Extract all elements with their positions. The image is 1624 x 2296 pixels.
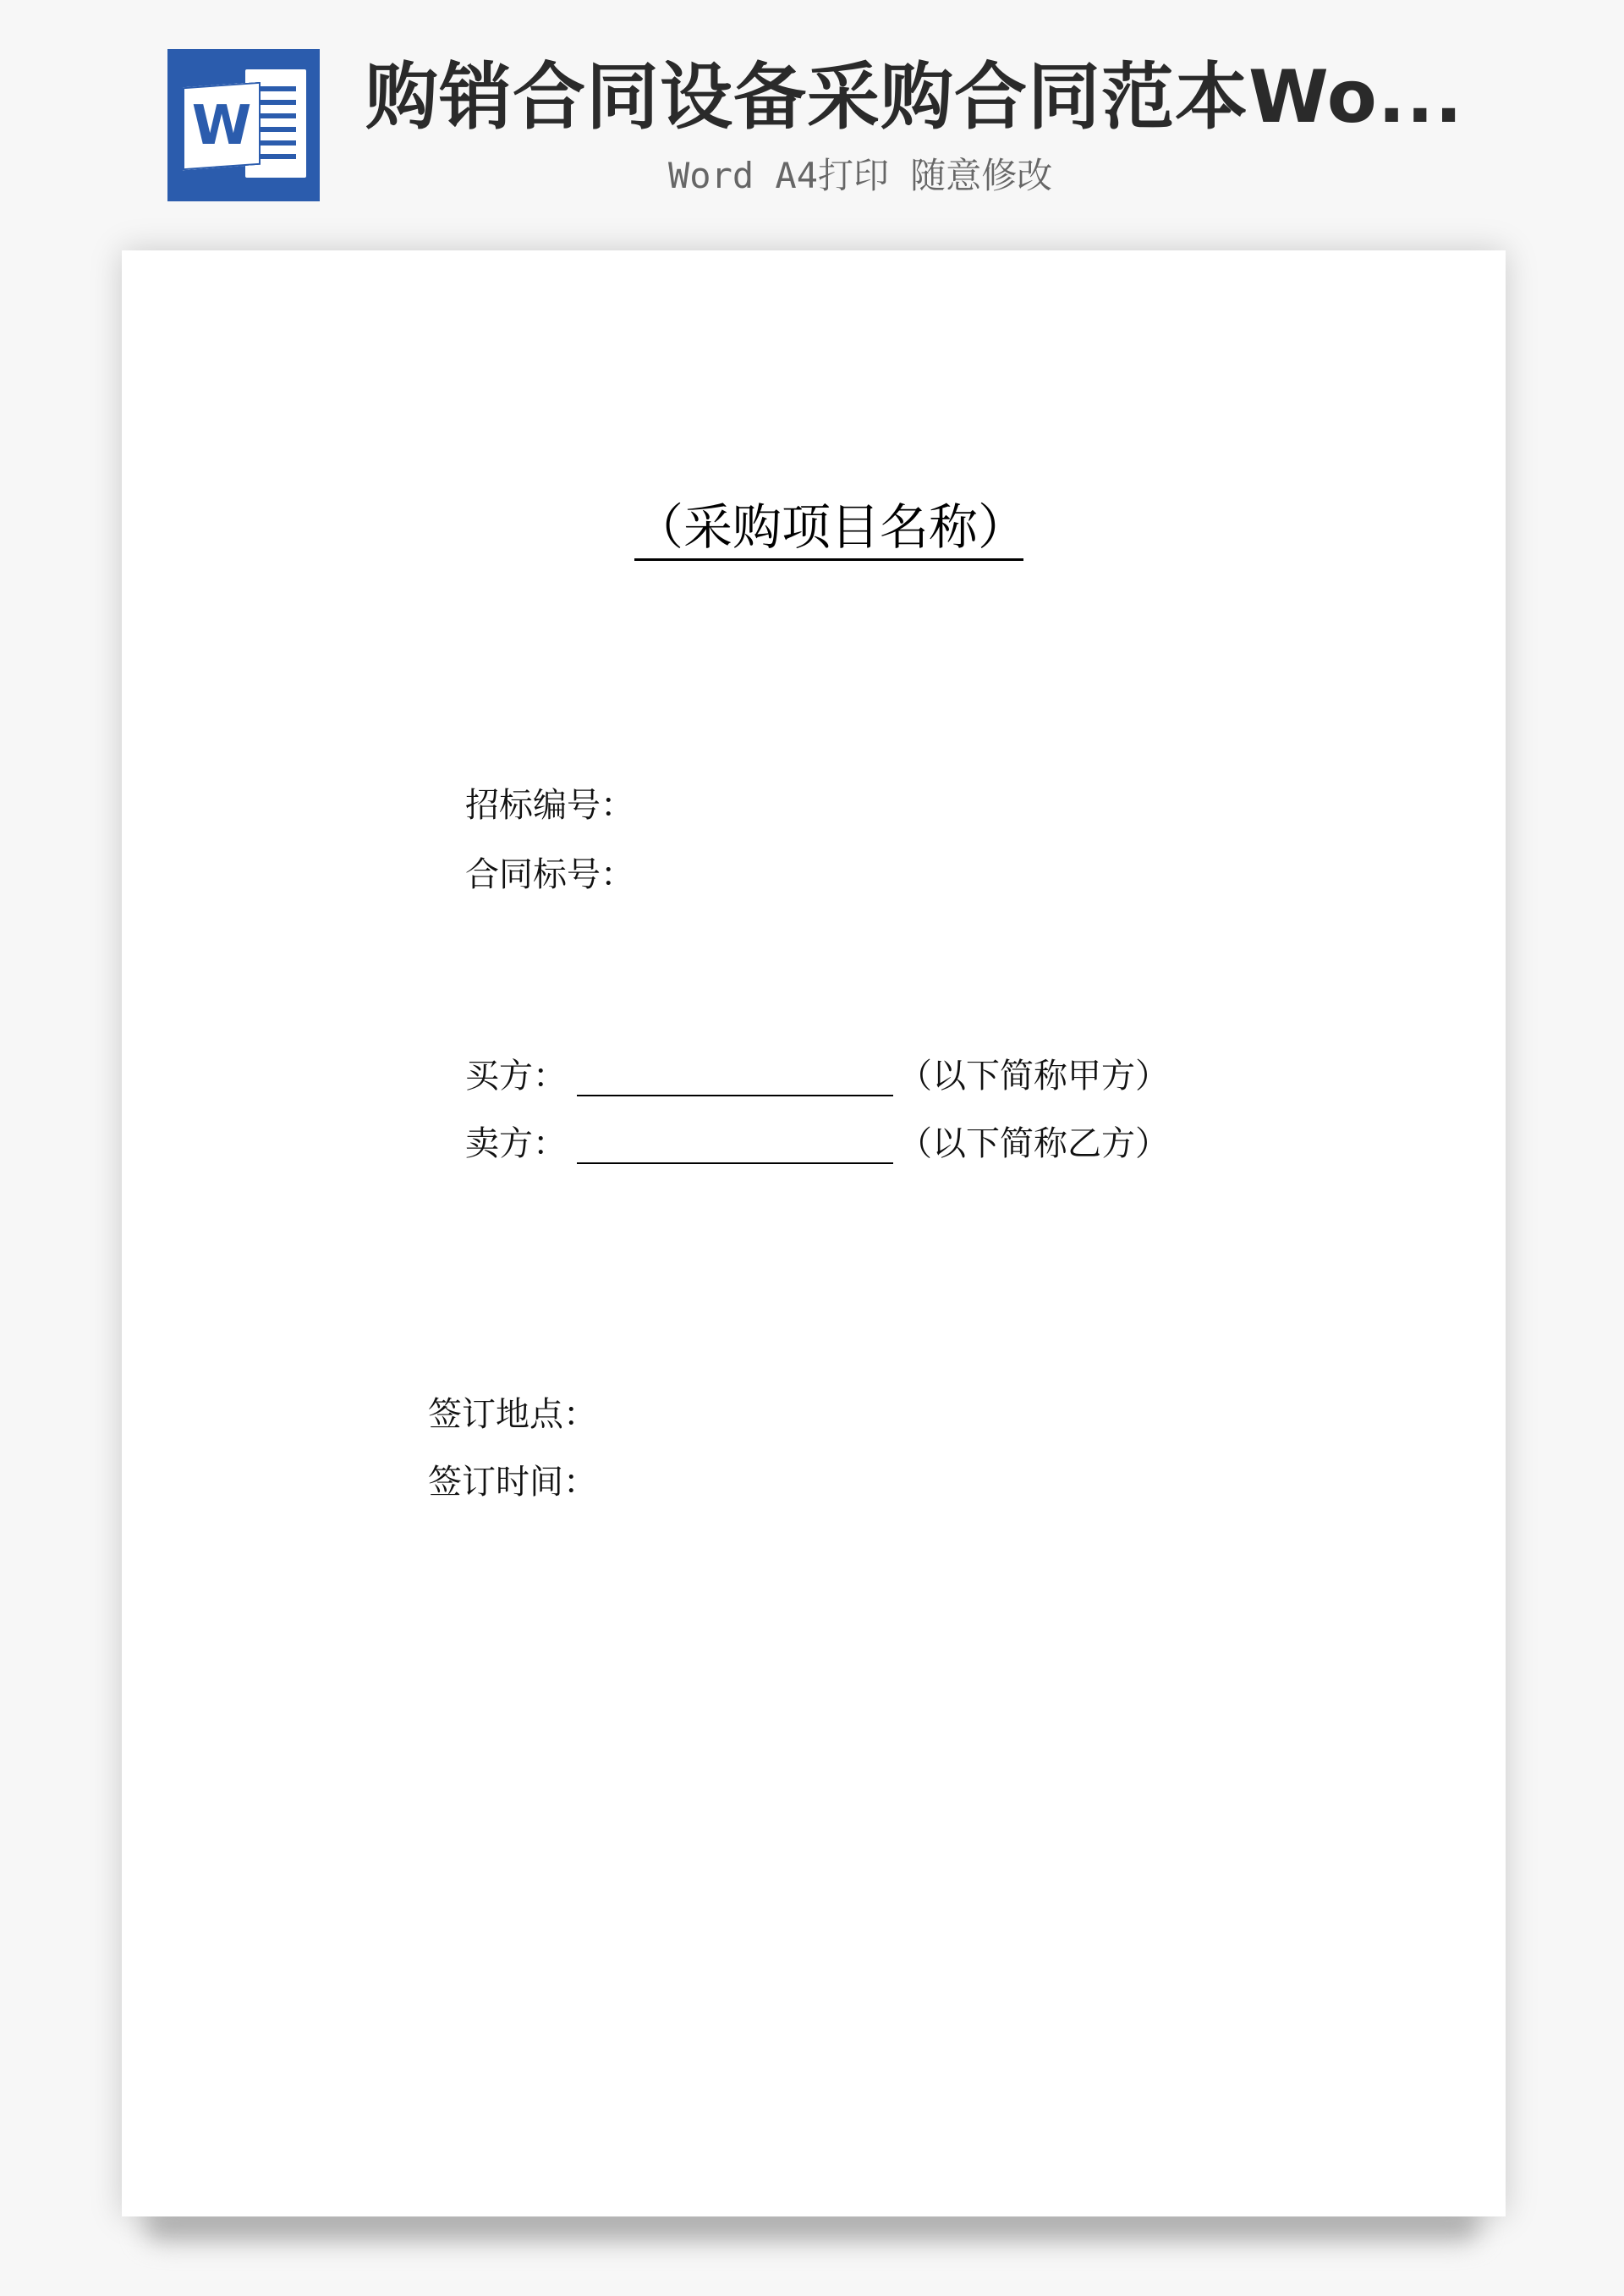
word-letter: W xyxy=(191,95,252,157)
seller-note: （以下简称乙方） xyxy=(898,1124,1169,1163)
signing-place-label: 签订地点： xyxy=(428,1395,597,1434)
seller-blank xyxy=(577,1162,893,1164)
contract-number-label: 合同标号： xyxy=(465,855,634,894)
bid-number-label: 招标编号： xyxy=(465,786,634,825)
page-title: 购销合同设备采购合同范本Wo... xyxy=(365,55,1463,140)
document-title: （采购项目名称） xyxy=(634,496,1023,561)
signing-time-label: 签订时间： xyxy=(428,1463,597,1502)
buyer-label: 买方： xyxy=(465,1057,567,1096)
word-doc-icon xyxy=(167,49,320,201)
buyer-blank xyxy=(577,1095,893,1096)
page-subtitle: Word A4打印 随意修改 xyxy=(668,155,1053,196)
seller-label: 卖方： xyxy=(465,1124,567,1163)
buyer-note: （以下简称甲方） xyxy=(898,1057,1169,1096)
document-page xyxy=(122,250,1506,2216)
header xyxy=(0,0,1624,228)
